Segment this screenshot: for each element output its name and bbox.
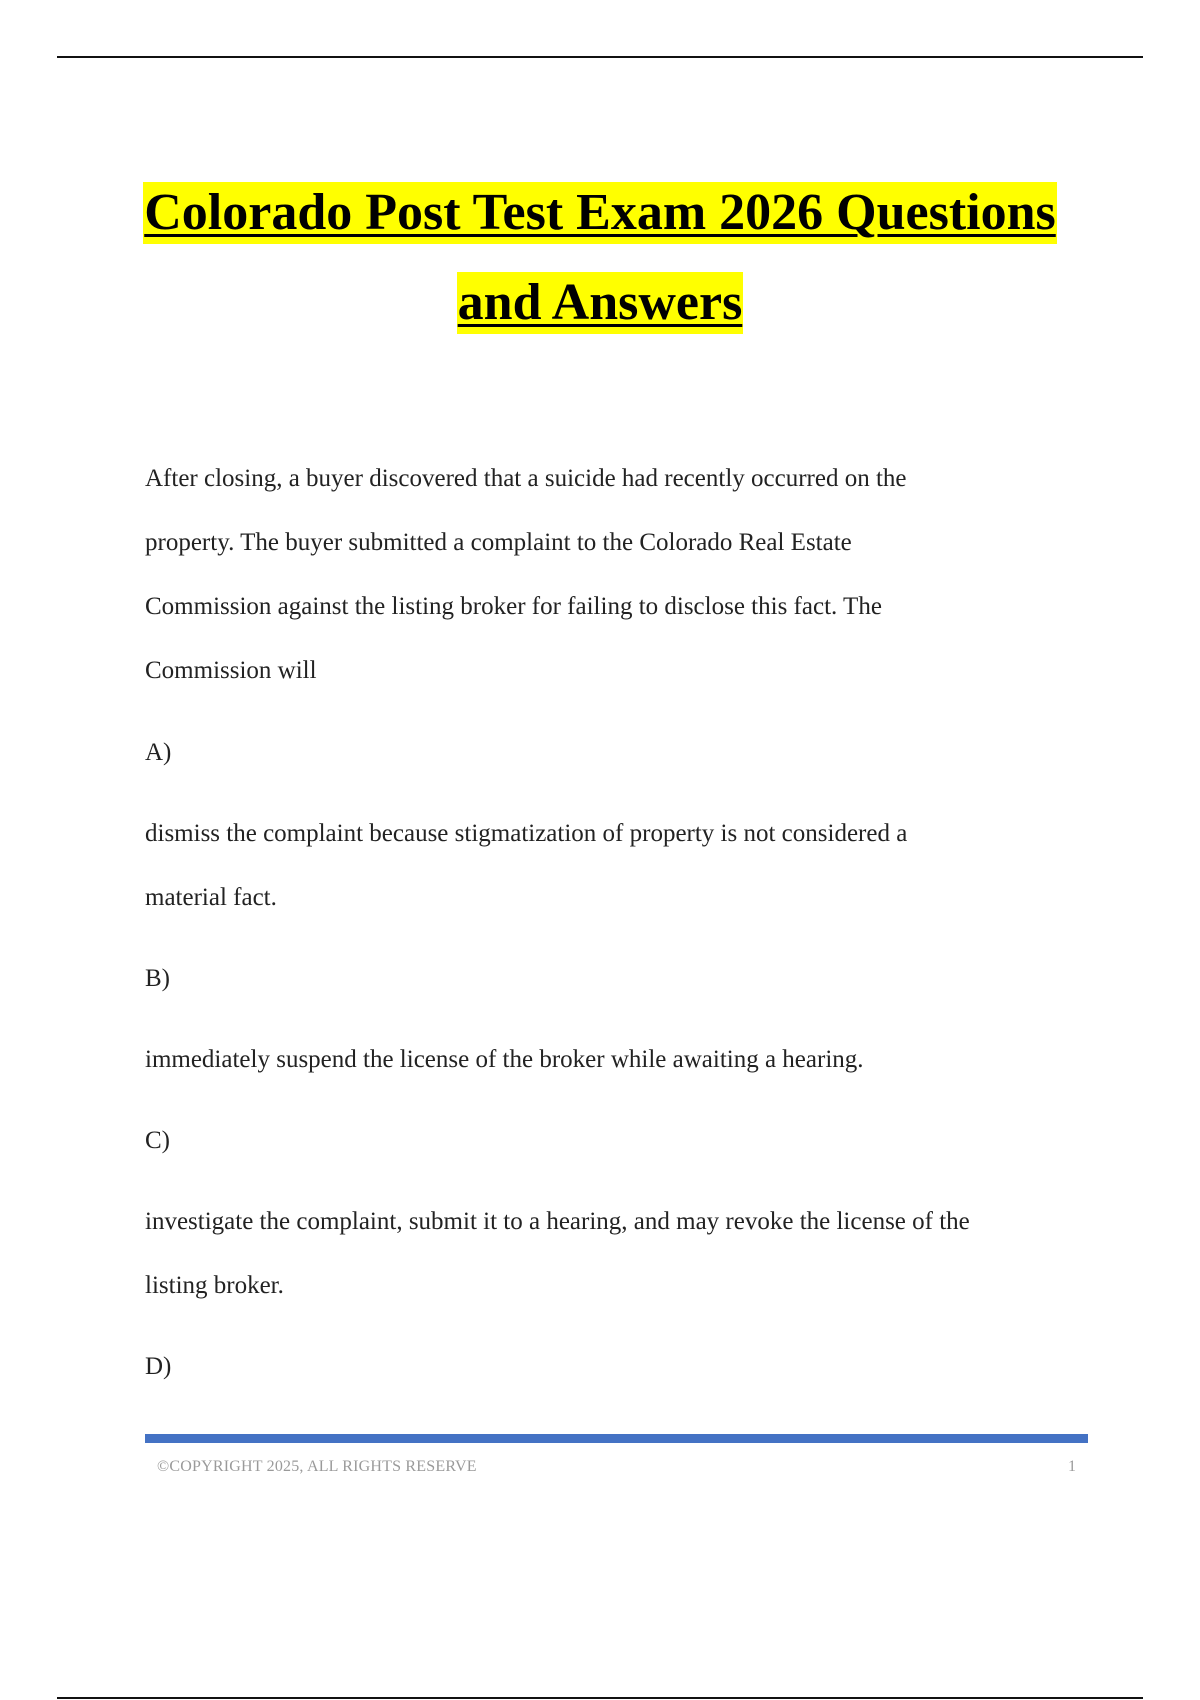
option-a-label: A) (145, 739, 172, 766)
question-content (145, 447, 1095, 1416)
footer-copyright: ©COPYRIGHT 2025, ALL RIGHTS RESERVE (157, 1458, 477, 1475)
option-b-text (145, 1028, 1095, 1092)
option-a-line-2: material fact. (145, 884, 277, 911)
option-c-line-1: investigate the complaint, submit it to a hearing, and may revoke the license of the (145, 1208, 970, 1235)
option-c-text (145, 1190, 1095, 1318)
question-line-4: Commission will (145, 657, 317, 684)
question-stem (145, 447, 1095, 703)
document-title (0, 168, 1200, 348)
question-line-2: property. The buyer submitted a complaint to the Colorado Real Estate (145, 529, 852, 556)
footer-page-number: 1 (1068, 1458, 1076, 1475)
question-line-1: After closing, a buyer discovered that a suicide had recently occurred on the (145, 465, 907, 492)
title-line-1: Colorado Post Test Exam 2026 Questions (143, 182, 1057, 244)
option-c-line-2: listing broker. (145, 1272, 284, 1299)
question-line-3: Commission against the listing broker for failing to disclose this fact. The (145, 593, 882, 620)
option-a-text (145, 802, 1095, 930)
option-c-label: C) (145, 1127, 170, 1154)
option-b-line-1: immediately suspend the license of the broker while awaiting a hearing. (145, 1046, 864, 1073)
option-a-line-1: dismiss the complaint because stigmatization of property is not considered a (145, 820, 908, 847)
option-d-label: D) (145, 1353, 172, 1380)
bottom-page-rule (57, 1697, 1143, 1699)
footer-bar (145, 1434, 1088, 1443)
title-line-2: and Answers (457, 272, 744, 334)
option-b-label: B) (145, 965, 170, 992)
top-page-rule (57, 56, 1143, 58)
